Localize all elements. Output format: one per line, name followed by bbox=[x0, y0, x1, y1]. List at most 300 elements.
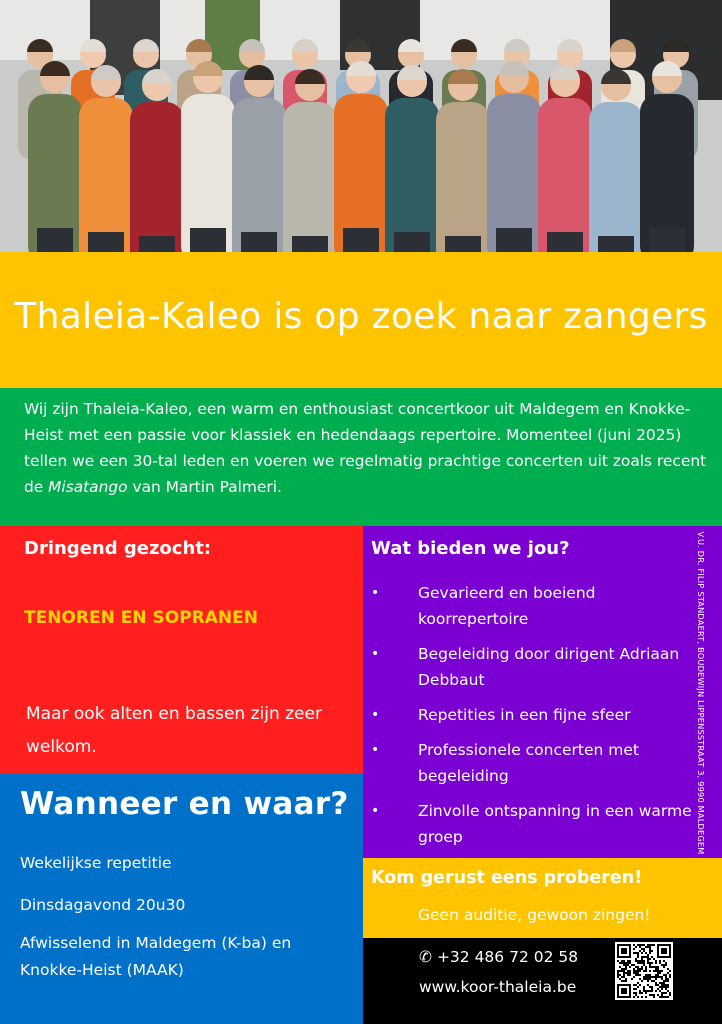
qr-module bbox=[625, 978, 627, 980]
qr-module bbox=[655, 968, 657, 970]
qr-module bbox=[651, 980, 653, 982]
qr-module bbox=[641, 944, 643, 946]
qr-module bbox=[649, 986, 651, 988]
qr-module bbox=[641, 968, 643, 970]
qr-module bbox=[639, 978, 641, 980]
qr-module bbox=[663, 986, 665, 988]
qr-module bbox=[617, 970, 619, 972]
qr-module bbox=[657, 972, 659, 974]
qr-module bbox=[637, 974, 639, 976]
qr-module bbox=[637, 986, 639, 988]
qr-code-graphic bbox=[615, 942, 673, 1000]
qr-module bbox=[649, 952, 651, 954]
bullet-icon: • bbox=[371, 646, 380, 662]
rehearsal-time: Dinsdagavond 20u30 bbox=[20, 896, 186, 914]
qr-module bbox=[639, 944, 641, 946]
qr-module bbox=[651, 962, 653, 964]
qr-module bbox=[627, 970, 629, 972]
qr-module bbox=[665, 974, 667, 976]
qr-module bbox=[619, 970, 621, 972]
qr-module bbox=[617, 984, 619, 998]
qr-module bbox=[665, 984, 667, 986]
qr-module bbox=[635, 960, 637, 962]
qr-module bbox=[635, 992, 637, 994]
qr-module bbox=[621, 970, 623, 972]
qr-module bbox=[643, 990, 645, 992]
qr-module bbox=[637, 952, 639, 954]
offer-item-text: Repetities in een fijne sfeer bbox=[418, 706, 631, 724]
qr-module bbox=[653, 976, 655, 978]
qr-module bbox=[661, 992, 663, 994]
qr-module bbox=[649, 970, 651, 972]
qr-code-icon[interactable] bbox=[615, 942, 673, 1000]
qr-module bbox=[657, 974, 659, 976]
qr-module bbox=[655, 976, 657, 978]
qr-module bbox=[631, 978, 633, 980]
qr-module bbox=[635, 946, 637, 948]
qr-module bbox=[635, 952, 637, 954]
page-title: Thaleia-Kaleo is op zoek naar zangers bbox=[14, 296, 708, 337]
qr-module bbox=[653, 970, 655, 972]
qr-module bbox=[649, 994, 651, 996]
qr-module bbox=[643, 950, 645, 952]
qr-module bbox=[649, 962, 651, 964]
qr-module bbox=[649, 976, 651, 978]
qr-module bbox=[665, 976, 667, 978]
qr-module bbox=[623, 980, 625, 982]
offer-list bbox=[363, 580, 693, 859]
qr-module bbox=[667, 968, 669, 970]
photo-person-legs bbox=[139, 236, 175, 252]
qr-module bbox=[629, 972, 631, 974]
qr-module bbox=[641, 948, 643, 950]
qr-module bbox=[663, 960, 665, 962]
qr-module bbox=[655, 970, 657, 972]
intro-text-end: van Martin Palmeri. bbox=[127, 478, 282, 496]
qr-module bbox=[627, 960, 629, 962]
rehearsal-frequency: Wekelijkse repetitie bbox=[20, 854, 172, 872]
qr-module bbox=[625, 964, 627, 966]
qr-module bbox=[639, 946, 641, 948]
photo-person-legs bbox=[37, 228, 73, 252]
qr-module bbox=[641, 952, 643, 954]
qr-module bbox=[649, 948, 651, 950]
qr-module bbox=[645, 956, 647, 958]
qr-module bbox=[665, 992, 667, 994]
qr-module bbox=[643, 960, 645, 962]
qr-module bbox=[645, 968, 647, 970]
qr-module bbox=[637, 982, 639, 984]
qr-module bbox=[637, 972, 639, 974]
qr-module bbox=[639, 950, 641, 952]
qr-module bbox=[633, 964, 635, 966]
qr-module bbox=[629, 962, 631, 964]
qr-module bbox=[645, 996, 647, 998]
qr-module bbox=[661, 984, 663, 986]
qr-module bbox=[635, 970, 637, 972]
qr-module bbox=[659, 972, 661, 974]
qr-module bbox=[645, 976, 647, 978]
qr-module bbox=[637, 962, 639, 964]
qr-module bbox=[641, 992, 643, 994]
qr-module bbox=[643, 976, 645, 978]
qr-module bbox=[659, 990, 661, 992]
qr-module bbox=[657, 970, 659, 972]
qr-module bbox=[649, 990, 651, 992]
qr-module bbox=[629, 984, 631, 998]
qr-module bbox=[637, 944, 639, 946]
qr-module bbox=[647, 946, 649, 948]
qr-module bbox=[633, 996, 635, 998]
qr-module bbox=[635, 988, 637, 990]
qr-module bbox=[635, 966, 637, 968]
qr-module bbox=[623, 976, 625, 978]
qr-module bbox=[633, 968, 635, 970]
qr-module bbox=[621, 988, 627, 994]
qr-module bbox=[643, 986, 645, 988]
title-banner bbox=[0, 252, 722, 388]
qr-module bbox=[653, 966, 655, 968]
qr-module bbox=[629, 960, 631, 962]
qr-module bbox=[657, 956, 671, 958]
qr-module bbox=[651, 990, 653, 992]
qr-module bbox=[651, 956, 653, 958]
qr-module bbox=[661, 982, 663, 984]
qr-module bbox=[653, 996, 655, 998]
qr-module bbox=[649, 966, 651, 968]
qr-module bbox=[617, 996, 631, 998]
qr-module bbox=[665, 980, 667, 982]
offer-item bbox=[363, 737, 693, 789]
qr-module bbox=[639, 970, 641, 972]
group-photo bbox=[0, 0, 722, 252]
qr-module bbox=[665, 986, 667, 988]
qr-module bbox=[649, 944, 651, 946]
qr-module bbox=[653, 980, 655, 982]
qr-module bbox=[655, 960, 657, 962]
try-subtext: Geen auditie, gewoon zingen! bbox=[418, 906, 651, 924]
qr-module bbox=[637, 960, 639, 962]
qr-module bbox=[643, 970, 645, 972]
qr-module bbox=[661, 970, 663, 972]
qr-module bbox=[641, 958, 643, 960]
qr-module bbox=[649, 950, 651, 952]
qr-module bbox=[645, 966, 647, 968]
offer-item-text: Zinvolle ontspanning in een warme groep bbox=[418, 802, 692, 846]
qr-module bbox=[647, 976, 649, 978]
qr-module bbox=[621, 968, 623, 970]
qr-module bbox=[639, 974, 641, 976]
qr-module bbox=[647, 958, 649, 960]
qr-module bbox=[657, 966, 659, 968]
qr-module bbox=[647, 980, 649, 982]
qr-module bbox=[625, 972, 627, 974]
qr-module bbox=[619, 962, 621, 964]
qr-module bbox=[659, 976, 661, 978]
qr-module bbox=[617, 960, 619, 962]
qr-module bbox=[627, 974, 629, 976]
qr-module bbox=[645, 978, 647, 980]
qr-module bbox=[643, 978, 645, 980]
wanted-heading: Dringend gezocht: bbox=[24, 538, 212, 559]
qr-module bbox=[665, 996, 667, 998]
qr-module bbox=[665, 988, 667, 990]
qr-module bbox=[645, 952, 647, 954]
qr-module bbox=[653, 944, 655, 946]
qr-module bbox=[669, 944, 671, 958]
qr-module bbox=[665, 964, 667, 966]
qr-module bbox=[629, 966, 631, 968]
photo-person-legs bbox=[496, 228, 532, 252]
qr-module bbox=[625, 966, 627, 968]
qr-module bbox=[643, 944, 645, 946]
qr-module bbox=[645, 990, 647, 992]
qr-module bbox=[661, 988, 663, 990]
qr-module bbox=[669, 992, 671, 994]
intro-paragraph bbox=[24, 396, 714, 500]
qr-module bbox=[643, 962, 645, 964]
qr-module bbox=[661, 994, 663, 996]
qr-module bbox=[633, 976, 635, 978]
qr-module bbox=[647, 956, 649, 958]
offer-item bbox=[363, 641, 693, 693]
photo-person-legs bbox=[394, 232, 430, 252]
qr-module bbox=[639, 962, 641, 964]
qr-module bbox=[617, 944, 631, 946]
qr-module bbox=[649, 974, 651, 976]
qr-module bbox=[641, 960, 643, 962]
qr-module bbox=[641, 956, 643, 958]
qr-module bbox=[619, 974, 621, 976]
qr-module bbox=[633, 952, 635, 954]
qr-module bbox=[667, 980, 669, 982]
qr-module bbox=[667, 996, 669, 998]
qr-module bbox=[659, 970, 661, 972]
qr-module bbox=[635, 974, 637, 976]
offer-item bbox=[363, 580, 693, 632]
qr-module bbox=[663, 964, 665, 966]
offer-item-text: Gevarieerd en boeiend koorrepertoire bbox=[418, 584, 596, 628]
intro-emphasis: Misatango bbox=[48, 478, 128, 496]
qr-module bbox=[661, 986, 663, 988]
qr-module bbox=[633, 944, 635, 946]
qr-module bbox=[633, 988, 635, 990]
phone-line[interactable] bbox=[419, 948, 578, 966]
qr-module bbox=[667, 978, 669, 980]
qr-module bbox=[655, 974, 657, 976]
qr-module bbox=[657, 988, 659, 990]
photo-person-body bbox=[130, 102, 184, 252]
qr-module bbox=[663, 992, 665, 994]
offer-item bbox=[363, 702, 693, 728]
qr-module bbox=[617, 956, 631, 958]
qr-module bbox=[655, 990, 657, 992]
qr-module bbox=[651, 988, 653, 990]
qr-module bbox=[649, 946, 651, 948]
qr-module bbox=[643, 964, 645, 966]
qr-module bbox=[645, 946, 647, 948]
qr-module bbox=[659, 960, 661, 962]
wanted-voices: TENOREN EN SOPRANEN bbox=[24, 608, 258, 628]
qr-module bbox=[663, 982, 665, 984]
qr-module bbox=[617, 972, 619, 974]
photo-person-legs bbox=[343, 228, 379, 252]
qr-module bbox=[667, 990, 669, 992]
qr-module bbox=[655, 966, 657, 968]
qr-module bbox=[629, 970, 631, 972]
offer-section bbox=[363, 526, 722, 858]
qr-module bbox=[643, 988, 645, 990]
when-where-heading: Wanneer en waar? bbox=[20, 786, 349, 822]
qr-module bbox=[629, 974, 631, 976]
offer-item-text: Begeleiding door dirigent Adriaan Debbaut bbox=[418, 645, 680, 689]
qr-module bbox=[623, 974, 625, 976]
qr-module bbox=[639, 990, 641, 992]
qr-module bbox=[665, 978, 667, 980]
rehearsal-location: Afwisselend in Maldegem (K-ba) en Knokke-Heist (MAAK) bbox=[20, 934, 292, 979]
qr-module bbox=[661, 948, 667, 954]
qr-module bbox=[659, 982, 661, 984]
wanted-also: Maar ook alten en bassen zijn zeer welkom. bbox=[26, 704, 322, 757]
bullet-icon: • bbox=[371, 585, 380, 601]
qr-module bbox=[669, 994, 671, 996]
qr-module bbox=[635, 984, 637, 986]
qr-module bbox=[627, 962, 629, 964]
qr-module bbox=[655, 982, 657, 984]
qr-module bbox=[635, 994, 637, 996]
photo-person-body bbox=[232, 98, 286, 252]
qr-module bbox=[647, 944, 649, 946]
phone-number: +32 486 72 02 58 bbox=[436, 948, 579, 966]
try-section bbox=[363, 858, 722, 938]
qr-module bbox=[659, 996, 661, 998]
qr-module bbox=[627, 972, 629, 974]
qr-module bbox=[639, 968, 641, 970]
qr-module bbox=[653, 958, 655, 960]
qr-module bbox=[655, 984, 657, 986]
qr-module bbox=[647, 962, 649, 964]
qr-module bbox=[623, 964, 625, 966]
qr-module bbox=[649, 964, 651, 966]
qr-module bbox=[651, 994, 653, 996]
qr-module bbox=[663, 996, 665, 998]
photo-person-legs bbox=[241, 232, 277, 252]
wanted-section bbox=[0, 526, 363, 774]
qr-module bbox=[651, 950, 653, 952]
photo-person-legs bbox=[190, 228, 226, 252]
intro-text: Wij zijn Thaleia-Kaleo, een warm en enthousiast concertkoor uit Maldegem en Knokke-Heist met een passie voor klassiek en hedendaags repertoire. Momenteel (juni 2025) tellen we een 30-tal leden en voeren we regelmatig prachtige concerten uit zoals recent de bbox=[24, 400, 707, 496]
qr-module bbox=[669, 976, 671, 978]
qr-module bbox=[661, 978, 663, 980]
qr-module bbox=[621, 948, 627, 954]
website-link[interactable]: www.koor-thaleia.be bbox=[419, 978, 577, 996]
qr-module bbox=[657, 976, 659, 978]
qr-module bbox=[659, 962, 661, 964]
qr-module bbox=[641, 996, 643, 998]
intro-section bbox=[0, 388, 722, 526]
qr-module bbox=[623, 962, 625, 964]
publisher-notice: V.U. DR. FILIP STANDAERT, BOUDEWIJN LIPPENSSTRAAT 3, 9990 MALDEGEM bbox=[696, 531, 706, 855]
contact-section bbox=[363, 938, 722, 1024]
qr-module bbox=[625, 962, 627, 964]
qr-module bbox=[635, 972, 637, 974]
qr-module bbox=[653, 994, 655, 996]
qr-module bbox=[655, 962, 657, 964]
qr-module bbox=[663, 984, 665, 986]
qr-module bbox=[657, 968, 659, 970]
qr-module bbox=[637, 966, 639, 968]
photo-person-body bbox=[79, 98, 133, 252]
qr-module bbox=[619, 978, 621, 980]
qr-module bbox=[663, 974, 665, 976]
qr-module bbox=[657, 994, 659, 996]
qr-module bbox=[621, 980, 623, 982]
qr-module bbox=[637, 954, 639, 956]
qr-module bbox=[631, 964, 633, 966]
photo-person-body bbox=[385, 98, 439, 252]
qr-module bbox=[651, 944, 653, 946]
qr-module bbox=[649, 958, 651, 960]
qr-module bbox=[651, 966, 653, 968]
when-where-section bbox=[0, 774, 363, 1024]
qr-module bbox=[639, 984, 641, 986]
qr-module bbox=[657, 944, 659, 958]
qr-module bbox=[633, 970, 635, 972]
qr-module bbox=[657, 944, 671, 946]
qr-module bbox=[647, 960, 649, 962]
qr-module bbox=[633, 972, 635, 974]
qr-module bbox=[623, 972, 625, 974]
offer-heading: Wat bieden we jou? bbox=[371, 538, 570, 559]
photo-person-body bbox=[436, 102, 490, 252]
qr-module bbox=[649, 978, 651, 980]
bullet-icon: • bbox=[371, 803, 380, 819]
qr-module bbox=[659, 986, 661, 988]
qr-module bbox=[633, 984, 635, 986]
qr-module bbox=[621, 962, 623, 964]
qr-module bbox=[621, 960, 623, 962]
qr-module bbox=[639, 992, 641, 994]
qr-module bbox=[669, 970, 671, 972]
qr-module bbox=[647, 990, 649, 992]
offer-item-text: Professionele concerten met begeleiding bbox=[418, 741, 639, 785]
qr-module bbox=[645, 992, 647, 994]
photo-person-legs bbox=[547, 232, 583, 252]
qr-module bbox=[617, 944, 619, 958]
photo-person-body bbox=[589, 102, 643, 252]
qr-module bbox=[629, 944, 631, 958]
qr-module bbox=[623, 970, 625, 972]
qr-module bbox=[647, 978, 649, 980]
qr-module bbox=[637, 956, 639, 958]
qr-module bbox=[665, 962, 667, 964]
photo-person-legs bbox=[88, 232, 124, 252]
qr-module bbox=[667, 972, 669, 974]
qr-module bbox=[661, 964, 663, 966]
qr-module bbox=[621, 976, 623, 978]
qr-module bbox=[645, 970, 647, 972]
photo-person-legs bbox=[598, 236, 634, 252]
qr-module bbox=[647, 974, 649, 976]
qr-module bbox=[647, 984, 649, 986]
qr-module bbox=[667, 984, 669, 986]
qr-module bbox=[639, 960, 641, 962]
qr-module bbox=[633, 992, 635, 994]
qr-module bbox=[651, 986, 653, 988]
qr-module bbox=[641, 962, 643, 964]
qr-module bbox=[643, 956, 645, 958]
qr-module bbox=[617, 974, 619, 976]
